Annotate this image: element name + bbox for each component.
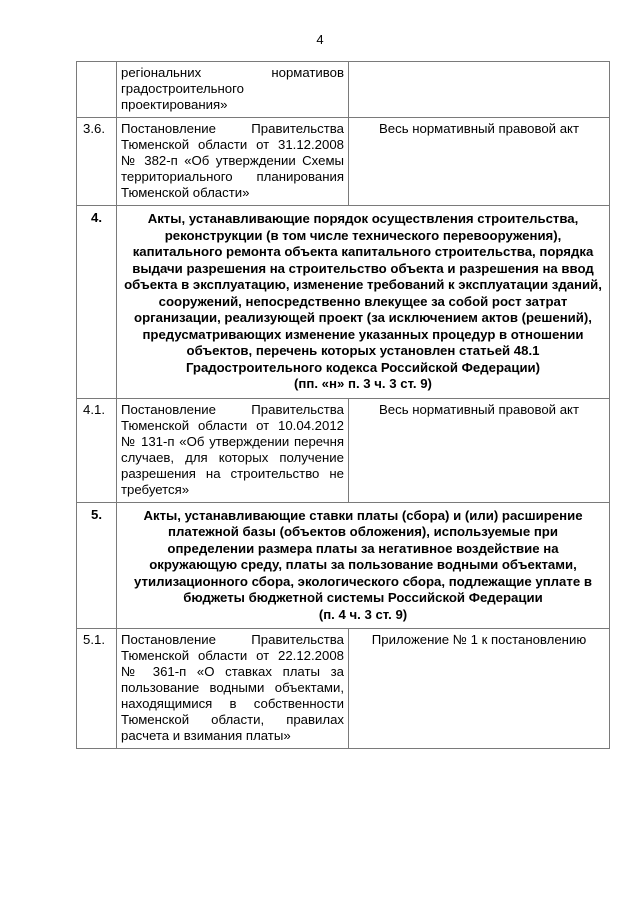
section-number: 5.: [77, 502, 117, 629]
document-name: регіональних нормативов градостроительного проектирования»: [117, 62, 349, 118]
document-name: Постановление Правительства Тюменской области от 10.04.2012 № 131-п «Об утверждении перечня случаев, для которых получение разрешения на строительство не требуется»: [117, 398, 349, 502]
row-number: 3.6.: [77, 118, 117, 206]
section-row: [77, 206, 610, 399]
document-scope: [349, 62, 610, 118]
table-row: [77, 629, 610, 749]
section-number: 4.: [77, 206, 117, 399]
row-number: 4.1.: [77, 398, 117, 502]
document-scope: Весь нормативный правовой акт: [349, 398, 610, 502]
section-title: [117, 502, 610, 629]
section-title-text: Акты, устанавливающие порядок осуществления строительства, реконструкции (в том числе технического перевооружения), капитального ремонта объекта капитального строительства, порядка выдачи разрешения на строительство объекта и разрешения на ввод объекта в эксплуатацию, изменение требований к эксплуатации зданий, сооружений, непосредственно влекущее за собой рост затрат организации, реализующей проект (за исключением актов (решений), предусматривающих изменение указанных процедур в отношении объектов, перечень которых установлен статьей 48.1 Градостроительного кодекса Российской Федерации): [124, 211, 602, 375]
section-row: [77, 502, 610, 629]
table-row: [77, 62, 610, 118]
document-name: Постановление Правительства Тюменской области от 22.12.2008 № 361-п «О ставках платы за пользование водными объектами, находящимися в собственности Тюменской области, правилах расчета и взимания платы»: [117, 629, 349, 749]
document-name: Постановление Правительства Тюменской области от 31.12.2008 № 382-п «Об утверждении Схемы территориального планирования Тюменской области»: [117, 118, 349, 206]
page-number: 4: [316, 32, 324, 47]
document-scope: Приложение № 1 к постановлению: [349, 629, 610, 749]
section-title-text: Акты, устанавливающие ставки платы (сбора) и (или) расширение платежной базы (объектов обложения), используемые при определении размера платы за негативное воздействие на окружающую среду, платы за пользование водными объектами, утилизационного сбора, экологического сбора, подлежащие уплате в бюджеты бюджетной системы Российской Федерации: [134, 507, 592, 605]
acts-table: [76, 61, 610, 749]
table-row: [77, 398, 610, 502]
section-reference: (пп. «н» п. 3 ч. 3 ст. 9): [294, 376, 432, 391]
document-scope: Весь нормативный правовой акт: [349, 118, 610, 206]
table-row: [77, 118, 610, 206]
row-number: [77, 62, 117, 118]
section-reference: (п. 4 ч. 3 ст. 9): [318, 606, 408, 622]
section-title: [117, 206, 610, 399]
row-number: 5.1.: [77, 629, 117, 749]
